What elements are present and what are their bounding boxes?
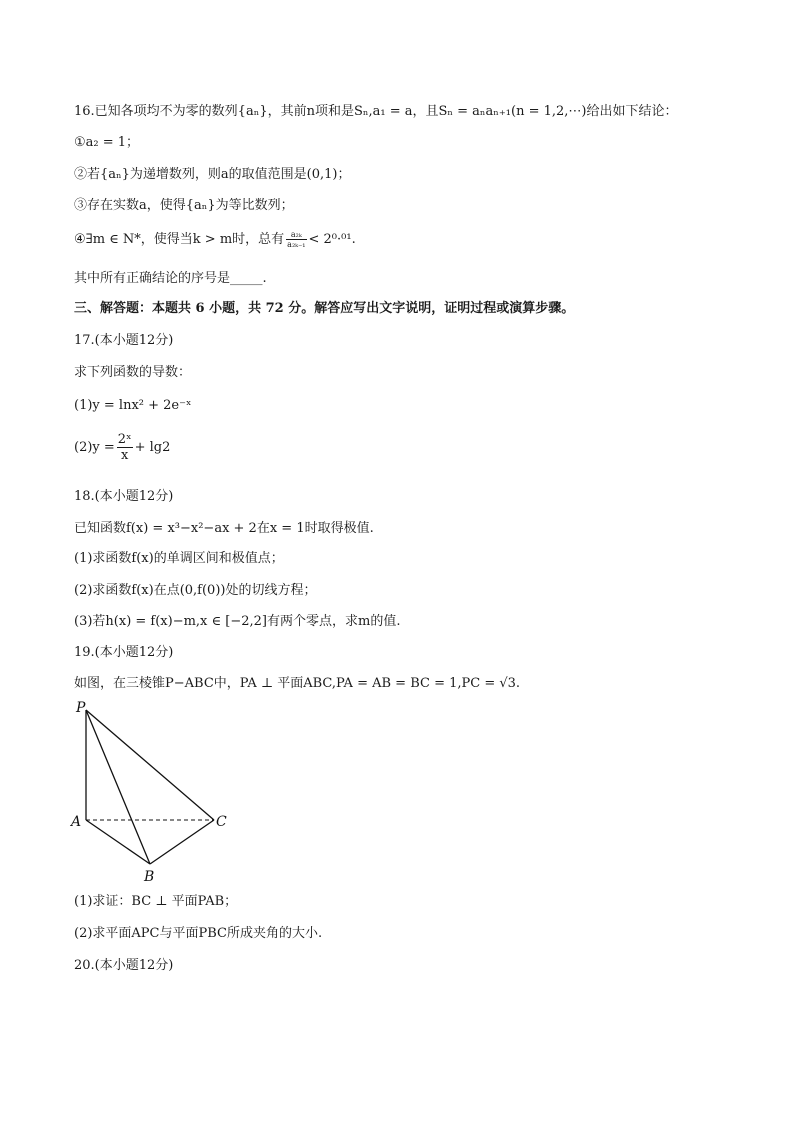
q17-stem: 求下列函数的导数： xyxy=(74,365,192,380)
q19-part-1: (1)求证：BC ⊥ 平面PAB； xyxy=(74,894,238,909)
edge-pb xyxy=(86,710,150,864)
q17-part-1: (1)y = lnx² + 2e⁻ˣ xyxy=(74,398,192,413)
label-p: P xyxy=(76,700,86,716)
label-b: B xyxy=(144,869,155,885)
q18-part-1: (1)求函数f(x)的单调区间和极值点； xyxy=(74,551,284,566)
fraction-denominator: x xyxy=(121,448,129,463)
q19-stem: 如图，在三棱锥P−ABC中，PA ⊥ 平面ABC,PA = AB = BC = 1,PC = √3. xyxy=(74,676,521,691)
q16-stem: 16.已知各项均不为零的数列{aₙ}，其前n项和是Sₙ,a₁ = a，且Sₙ = aₙaₙ₊₁(n = 1,2,⋯)给出如下结论： xyxy=(74,104,678,119)
q16-option-4-fraction xyxy=(286,230,306,249)
q20-header: 20.(本小题12分) xyxy=(74,958,174,973)
q18-stem: 已知函数f(x) = x³−x²−ax + 2在x = 1时取得极值. xyxy=(74,521,374,536)
q19-part-2: (2)求平面APC与平面PBC所成夹角的大小. xyxy=(74,926,323,941)
q18-part-2: (2)求函数f(x)在点(0,f(0))处的切线方程； xyxy=(74,583,317,598)
q16-option-4-pre: ④∃m ∈ N*，使得当k > m时，总有 xyxy=(74,232,285,247)
q16-option-3: ③存在实数a，使得{aₙ}为等比数列； xyxy=(74,198,294,213)
q16-option-4 xyxy=(74,230,356,249)
q16-ask: 其中所有正确结论的序号是_____. xyxy=(74,271,267,286)
q17-part-2 xyxy=(74,432,170,463)
edge-bc xyxy=(150,820,214,864)
q19-header: 19.(本小题12分) xyxy=(74,645,174,660)
edge-pc xyxy=(86,710,214,820)
fraction-numerator: 2ˣ xyxy=(117,432,132,447)
q16-option-2: ②若{aₙ}为递增数列，则a的取值范围是(0,1)； xyxy=(74,167,351,182)
fraction-denominator: a₂ₖ₋₁ xyxy=(287,240,306,249)
q18-header: 18.(本小题12分) xyxy=(74,489,174,504)
q17-part-2-pre: (2)y = xyxy=(74,440,115,455)
q16-option-1: ①a₂ = 1； xyxy=(74,135,140,150)
q17-part-2-post: + lg2 xyxy=(134,440,171,455)
q16-option-4-post: < 2⁰·⁰¹. xyxy=(308,232,356,247)
section-3-heading: 三、解答题：本题共 6 小题，共 72 分。解答应写出文字说明，证明过程或演算步骤。 xyxy=(74,301,575,316)
tetrahedron-figure xyxy=(66,696,241,886)
fraction-numerator: a₂ₖ xyxy=(286,230,306,240)
q17-part-2-fraction xyxy=(117,432,133,463)
q18-part-3: (3)若h(x) = f(x)−m,x ∈ [−2,2]有两个零点，求m的值. xyxy=(74,614,401,629)
label-a: A xyxy=(71,814,82,830)
q17-header: 17.(本小题12分) xyxy=(74,333,174,348)
label-c: C xyxy=(216,814,227,830)
